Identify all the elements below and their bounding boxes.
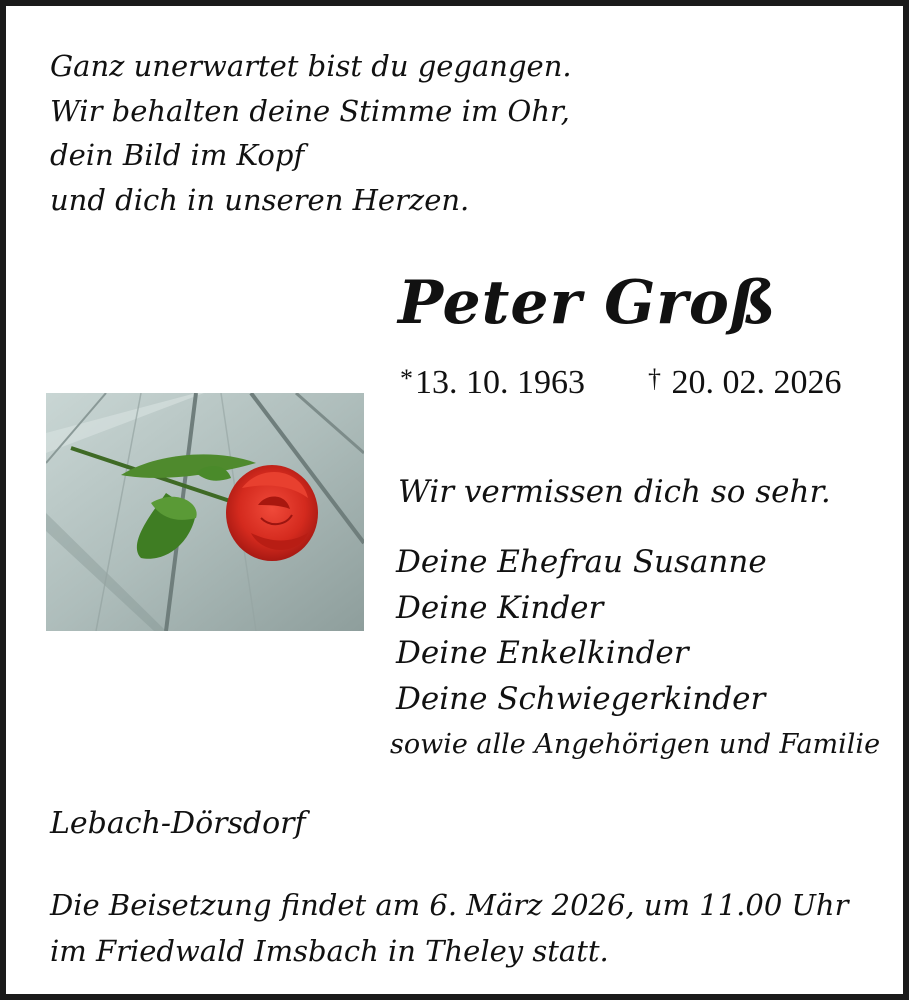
poem-line: Ganz unerwartet bist du gegangen.: [50, 49, 572, 83]
mourner-line: sowie alle Angehörigen und Familie: [390, 729, 881, 760]
cross-icon: †: [648, 364, 661, 393]
mourner-line: Deine Kinder: [396, 589, 604, 626]
poem-line: dein Bild im Kopf: [50, 138, 305, 172]
funeral-line: im Friedwald Imsbach in Theley statt.: [50, 934, 609, 968]
mourner-line: Deine Schwiegerkinder: [396, 680, 766, 717]
life-dates: [400, 364, 842, 402]
mourner-line: Deine Ehefrau Susanne: [396, 544, 767, 580]
deceased-name: Peter Groß: [398, 268, 777, 338]
mourner-line: Deine Enkelkinder: [396, 635, 689, 671]
mourners-list: [390, 540, 881, 768]
birth-date: 13. 10. 1963: [415, 364, 585, 401]
poem-line: Wir behalten deine Stimme im Ohr,: [50, 93, 570, 128]
message: Wir vermissen dich so sehr.: [398, 474, 831, 510]
funeral-info: [50, 882, 848, 974]
poem: [50, 44, 572, 222]
place: Lebach-Dörsdorf: [50, 806, 306, 841]
funeral-line: Die Beisetzung findet am 6. März 2026, um 11.00 Uhr: [50, 888, 849, 922]
birth-symbol: *: [400, 364, 413, 393]
death-date: 20. 02. 2026: [671, 364, 842, 401]
rose-photo: [46, 393, 364, 631]
poem-line: und dich in unseren Herzen.: [50, 182, 470, 217]
